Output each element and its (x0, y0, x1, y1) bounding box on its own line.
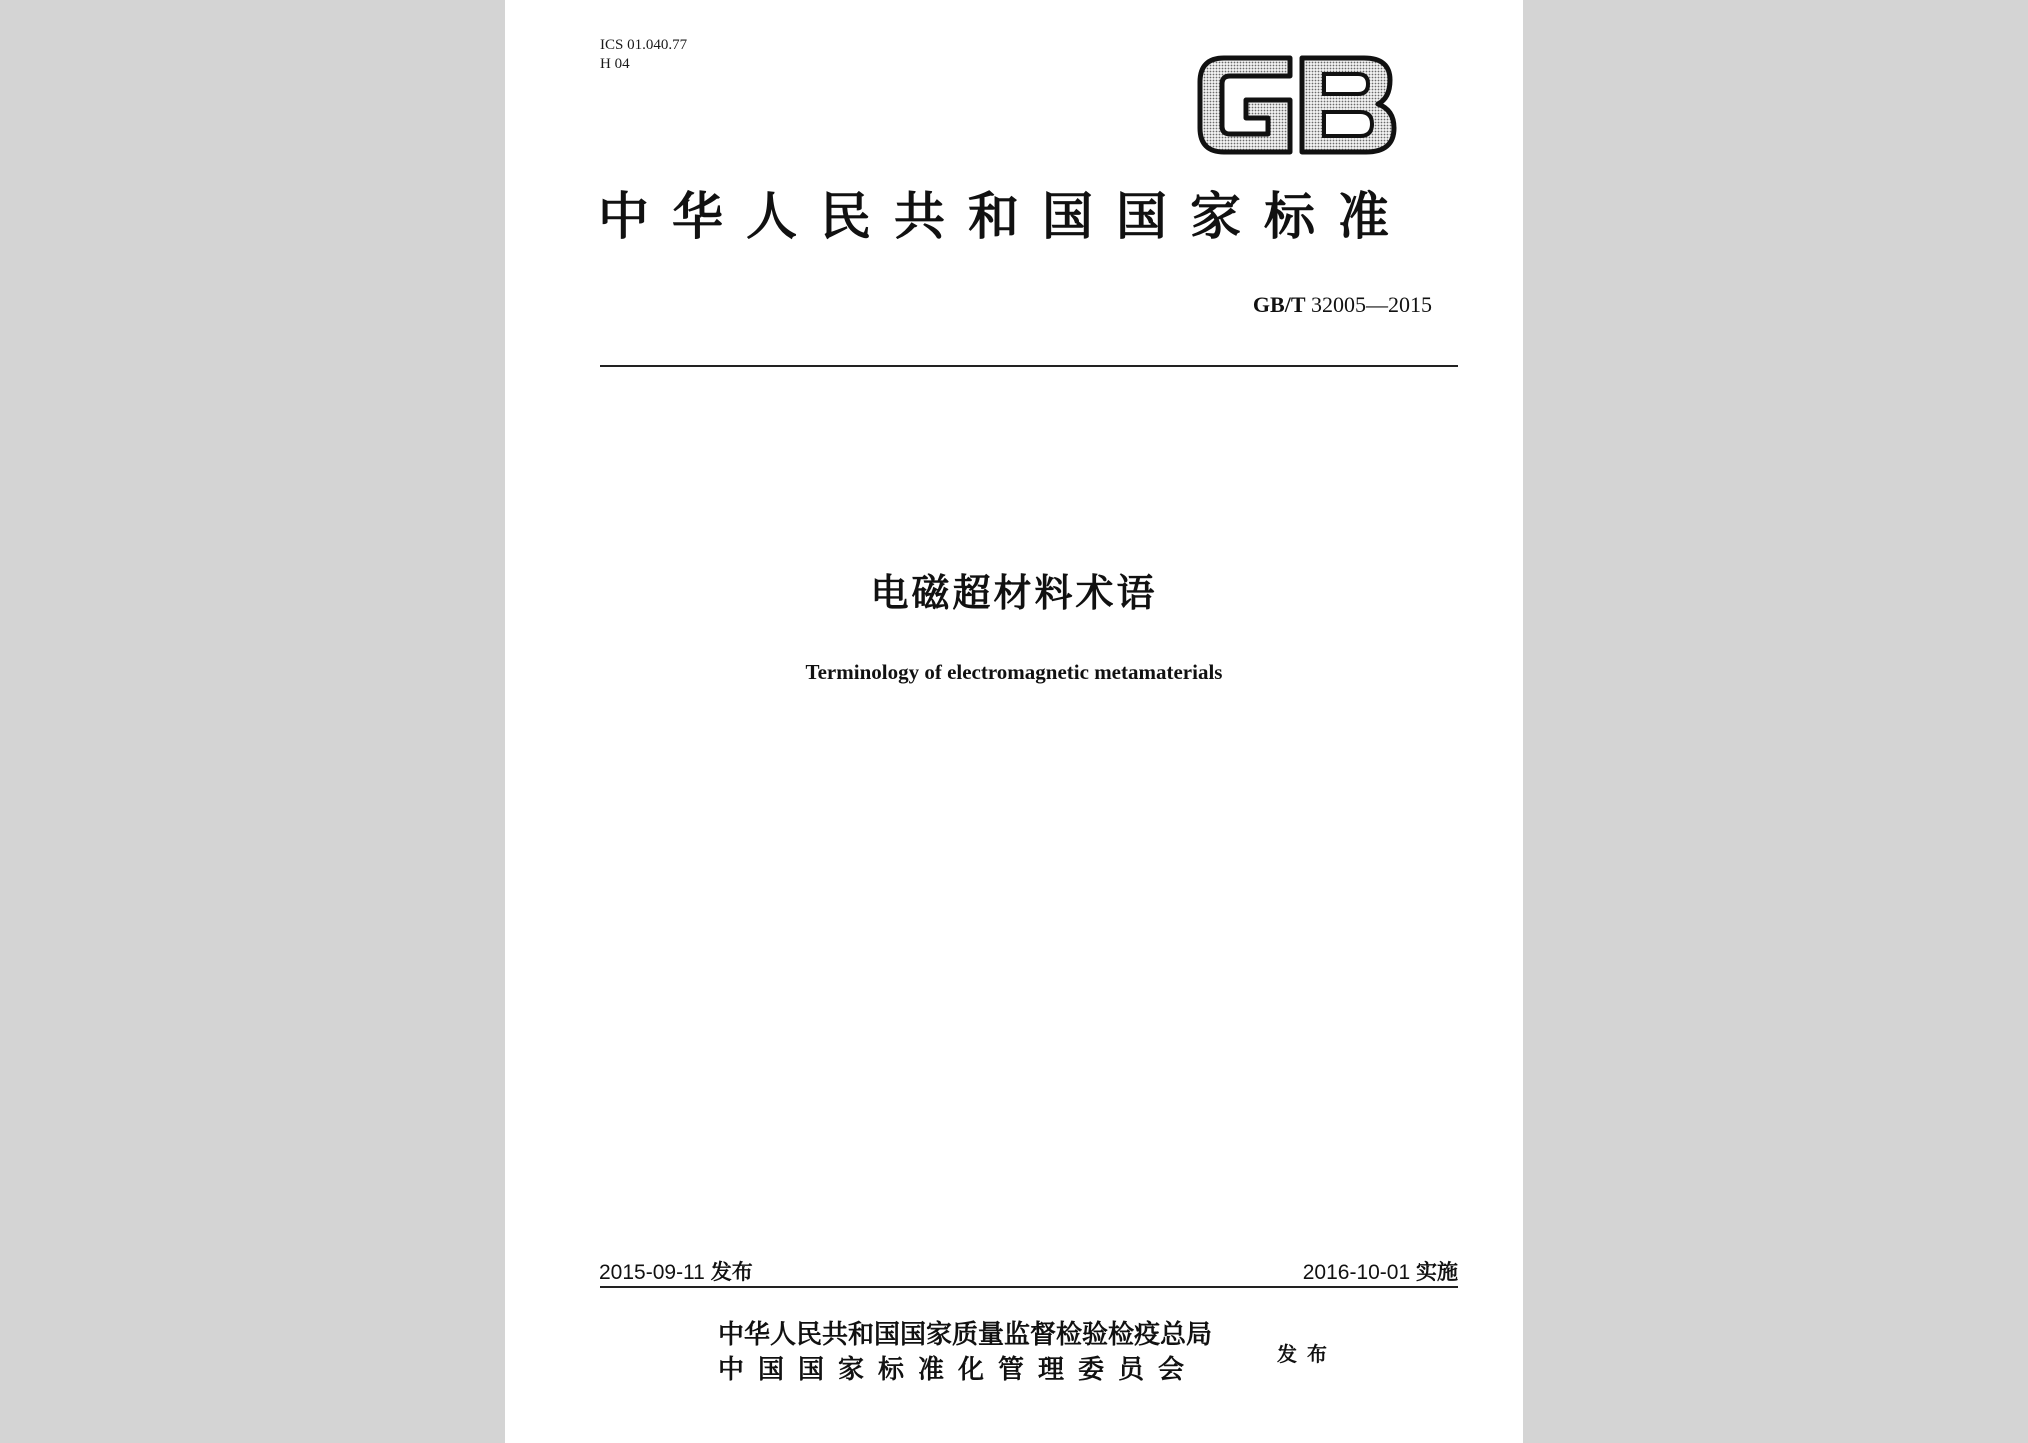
national-standard-heading: 中华人民共和国国家标准 (598, 188, 1413, 247)
issue-date (599, 1256, 753, 1286)
standard-number (1253, 292, 1432, 318)
publish-label: 发布 (1277, 1342, 1337, 1366)
top-divider (600, 365, 1458, 367)
implementation-date-label: 实施 (1416, 1261, 1458, 1284)
publishers (718, 1318, 1212, 1388)
document-title-cn: 电磁超材料术语 (870, 571, 1158, 615)
bottom-divider (600, 1286, 1458, 1288)
issue-date-label: 发布 (710, 1261, 753, 1284)
standard-prefix: GB/T (1252, 292, 1306, 317)
document-title-en: Terminology of electromagnetic metamaterials (805, 660, 1223, 684)
ics-code: ICS 01.040.77 (600, 37, 688, 53)
publisher-line-2: 中国国家标准化管理委员会 (718, 1355, 1199, 1385)
standard-code: 32005—2015 (1311, 292, 1432, 317)
implementation-date (1303, 1256, 1458, 1286)
implementation-date-value: 2016-10-01 (1302, 1261, 1411, 1284)
ccs-code: H 04 (600, 56, 630, 72)
publisher-line-1: 中华人民共和国国家质量监督检验检疫总局 (718, 1320, 1213, 1350)
classification-codes (600, 36, 687, 74)
gb-logo (1194, 52, 1400, 158)
document-page (505, 0, 1523, 1443)
issue-date-value: 2015-09-11 (599, 1261, 705, 1284)
